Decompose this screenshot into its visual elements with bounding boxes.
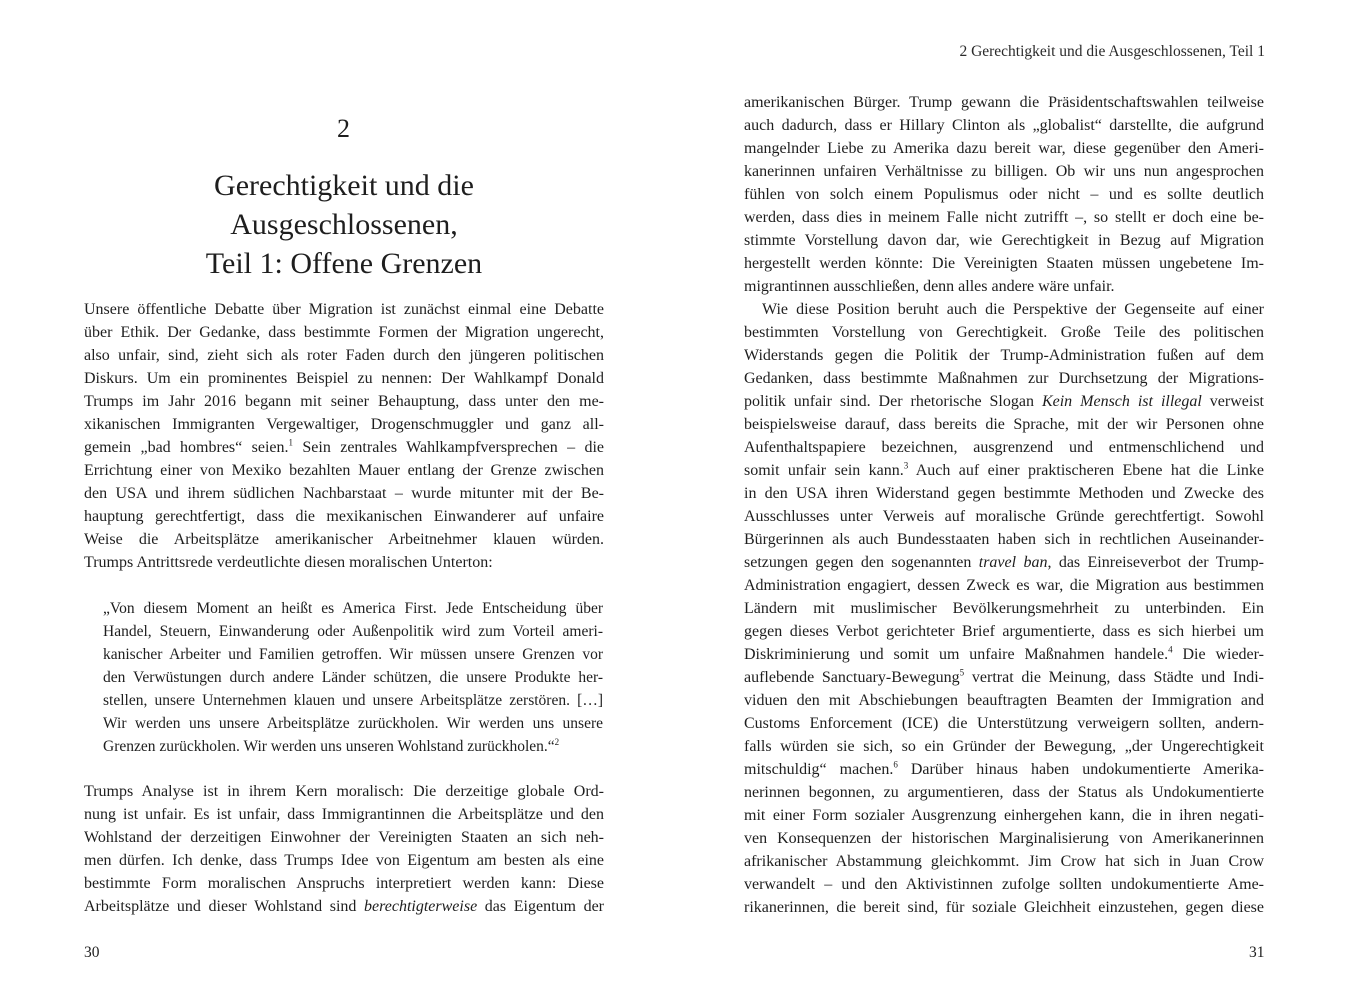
text-line: ven Konsequenzen der historischen Marginalisierung von Amerikanerinnen: [744, 830, 1264, 847]
text-line: Weise die Arbeitsplätze amerikanischer Arbeitnehmer klauen würden.: [84, 531, 604, 548]
text-line: Wohlstand der derzeitigen Einwohner der Vereinigten Staaten an sich neh-: [84, 829, 604, 846]
text-line: Bürgerinnen als auch Bundesstaaten haben sich in rechtlichen Auseinander-: [744, 531, 1264, 548]
text-line: über Ethik. Der Gedanke, dass bestimmte Formen der Migration ungerecht,: [84, 324, 604, 341]
text-line: Gedanken, dass bestimmte Maßnahmen zur Durchsetzung der Migrations-: [744, 370, 1264, 387]
text-fragment: Die wieder-: [1172, 646, 1264, 663]
quote-line: den Verwüstungen durch andere Länder schützen, die unsere Produkte her-: [103, 669, 603, 686]
text-line: verwandelt – und den Aktivistinnen zufolge sollten undokumentierte Ame-: [744, 876, 1264, 893]
text-line: men dürfen. Ich denke, dass Trumps Idee von Eigentum am besten als eine: [84, 852, 604, 869]
text-line: auch dadurch, dass er Hillary Clinton als „globalist“ darstellte, die aufgrund: [744, 117, 1264, 134]
right-page: [675, 0, 1349, 1000]
text-line: [744, 459, 1264, 482]
chapter-number: 2: [337, 114, 351, 143]
text-line: werden, dass dies in meinem Falle nicht zutrifft –, so stellt er doch eine be-: [744, 209, 1264, 226]
text-line: afrikanischer Abstammung gleichkommt. Jim Crow hat sich in Juan Crow: [744, 853, 1264, 870]
text-fragment: verweist: [1201, 393, 1264, 410]
text-line: [744, 643, 1264, 666]
italic-emphasis: travel ban: [978, 554, 1048, 571]
footnote-ref[interactable]: 3: [903, 460, 909, 471]
text-line: [84, 895, 604, 918]
text-line: Trumps Antrittsrede verdeutlichte diesen moralischen Unterton:: [84, 554, 493, 571]
text-fragment: auflebende Sanctuary-Bewegung: [744, 669, 960, 686]
text-line: Aufenthaltspapiere bezeichnen, ausgrenzend und entmenschlichend und: [744, 439, 1264, 456]
text-line: Errichtung einer von Mexiko bezahlten Mauer entlang der Grenze zwischen: [84, 462, 604, 479]
text-line: [744, 390, 1264, 413]
text-line: mit einer Form sozialer Ausgrenzung einhergehen kann, die in ihren negati-: [744, 807, 1264, 824]
text-line: nung ist unfair. Es ist unfair, dass Immigrantinnen die Arbeitsplätze und den: [84, 806, 604, 823]
text-line: mangelnder Liebe zu Amerika dazu bereit war, diese gegenüber den Ameri-: [744, 140, 1264, 157]
text-line: [744, 758, 1264, 781]
italic-emphasis: Kein Mensch ist illegal: [1041, 393, 1202, 410]
text-fragment: Auch auf einer praktischeren Ebene hat die Linke: [908, 462, 1265, 479]
text-fragment: somit unfair sein kann.: [744, 462, 904, 479]
text-line: Ausschlusses unter Verweis auf moralische Gründe gerechtfertigt. Sowohl: [744, 508, 1264, 525]
text-line: falls würden sie sich, so ein Gründer der Bewegung, „der Ungerechtigkeit: [744, 738, 1264, 755]
footnote-ref[interactable]: 4: [1168, 644, 1173, 655]
quote-line: stellen, unsere Unternehmen klauen und unsere Arbeitsplätze zerstören. […]: [103, 692, 603, 709]
text-line: gegen dieses Verbot gerichteter Brief argumentierte, dass es sich hierbei um: [744, 623, 1264, 640]
text-line: Trumps Analyse ist in ihrem Kern moralisch: Die derzeitige globale Ord-: [84, 783, 604, 800]
text-line: Wie diese Position beruht auch die Perspektive der Gegenseite auf einer: [762, 301, 1264, 318]
footnote-ref[interactable]: 5: [959, 667, 965, 678]
chapter-title: [84, 166, 604, 283]
text-fragment: Sein zentrales Wahlkampfversprechen – die: [293, 439, 604, 456]
page-number: 30: [84, 944, 100, 961]
text-line: Administration engagiert, dessen Zweck es war, die Migration aus bestimmen: [744, 577, 1264, 594]
text-line: xikanischen Immigranten Vergewaltiger, Drogenschmuggler und ganz all-: [84, 416, 604, 433]
text-line: Widerstands gegen die Politik der Trump-Administration fußen auf dem: [744, 347, 1264, 364]
text-line: hauptung gerechtfertigt, dass die mexikanischen Einwanderer auf unfaire: [84, 508, 604, 525]
running-header: 2 Gerechtigkeit und die Ausgeschlossenen, Teil 1: [959, 43, 1265, 60]
text-line: [84, 436, 604, 459]
text-line: fühlen von solch einem Populismus oder nicht – und es sollte deutlich: [744, 186, 1264, 203]
text-line: amerikanischen Bürger. Trump gewann die Präsidentschaftswahlen teilweise: [744, 94, 1264, 111]
text-line: den USA und ihrem südlichen Nachbarstaat – wurde mitunter mit der Be-: [84, 485, 604, 502]
text-fragment: politik unfair sind. Der rhetorische Slogan: [744, 393, 1042, 410]
text-fragment: das Eigentum der: [477, 898, 605, 915]
footnote-ref[interactable]: 1: [288, 437, 294, 448]
text-line: rikanerinnen, die bereit sind, für soziale Gleichheit einzustehen, gegen diese: [744, 899, 1264, 916]
italic-emphasis: berechtigterweise: [364, 898, 478, 915]
page-number: 31: [1249, 944, 1265, 961]
text-fragment: , das Einreiseverbot der Trump-: [1047, 554, 1265, 571]
chapter-title-line: Gerechtigkeit und die: [214, 169, 474, 203]
block-quote: [103, 597, 603, 758]
footnote-ref[interactable]: 6: [893, 759, 898, 770]
text-line: Unsere öffentliche Debatte über Migration ist zunächst einmal eine Debatte: [84, 301, 604, 318]
chapter-title-line: Teil 1: Offene Grenzen: [205, 247, 483, 281]
footnote-ref[interactable]: 2: [554, 736, 560, 747]
text-line: kanerinnen unfairen Verhältnisse zu billigen. Ob wir uns nun angesprochen: [744, 163, 1264, 180]
chapter-title-line: Ausgeschlossenen,: [230, 208, 458, 242]
body-paragraph-1: [84, 298, 604, 574]
body-text: [744, 91, 1264, 919]
text-line: beispielsweise darauf, dass bereits die Sprache, mit der wir Personen ohne: [744, 416, 1264, 433]
text-line: in den USA ihren Widerstand gegen bestimmte Methoden und Zwecke des: [744, 485, 1264, 502]
text-line: Ländern mit muslimischer Bevölkerungsmehrheit zu unterbinden. Ein: [744, 600, 1264, 617]
quote-line: Handel, Steuern, Einwanderung oder Außenpolitik wird zum Vorteil ameri-: [103, 623, 603, 640]
quote-line: Wir werden uns unsere Arbeitsplätze zurückholen. Wir werden uns unsere: [103, 715, 603, 732]
text-fragment: Arbeitsplätze und dieser Wohlstand sind: [84, 898, 365, 915]
text-line: [744, 551, 1264, 574]
text-line: migrantinnen ausschließen, denn alles andere wäre unfair.: [744, 278, 1115, 295]
text-fragment: Diskriminierung und somit um unfaire Maßnahmen handele.: [744, 646, 1169, 663]
text-line: stimmte Vorstellung davon dar, wie Gerechtigkeit in Bezug auf Migration: [744, 232, 1264, 249]
text-line: bestimmten Vorstellung von Gerechtigkeit. Große Teile des politischen: [744, 324, 1264, 341]
text-line: also unfair, sind, zieht sich als roter Faden durch den jüngeren politischen: [84, 347, 604, 364]
text-line: bestimmte Form moralischen Anspruchs interpretiert werden kann: Diese: [84, 875, 604, 892]
quote-line: [103, 735, 603, 758]
body-paragraph-2: [84, 780, 604, 918]
text-fragment: gemein „bad hombres“ seien.: [84, 439, 289, 456]
text-fragment: mitschuldig“ machen.: [744, 761, 894, 778]
text-line: Trumps im Jahr 2016 begann mit seiner Behauptung, dass unter den me-: [84, 393, 604, 410]
text-line: [744, 666, 1264, 689]
text-fragment: setzungen gegen den sogenannten: [744, 554, 979, 571]
text-fragment: vertrat die Meinung, dass Städte und Indi-: [964, 669, 1265, 686]
text-line: viduen den mit Abschiebungen beauftragten Beamten der Immigration and: [744, 692, 1264, 709]
quote-line: kanischer Arbeiter und Familien getroffen. Wir müssen unsere Grenzen vor: [103, 646, 603, 663]
text-line: hergestellt werden könnte: Die Vereinigten Staaten müssen ungebetene Im-: [744, 255, 1264, 272]
quote-line: „Von diesem Moment an heißt es America First. Jede Entscheidung über: [103, 600, 603, 617]
text-line: Diskurs. Um ein prominentes Beispiel zu nennen: Der Wahlkampf Donald: [84, 370, 604, 387]
text-fragment: Grenzen zurückholen. Wir werden uns unseren Wohlstand zurückholen.“: [103, 738, 555, 755]
text-line: nerinnen begonnen, zu argumentieren, dass der Status als Undokumentierte: [744, 784, 1264, 801]
text-line: Customs Enforcement (ICE) die Unterstützung verweigern sollten, andern-: [744, 715, 1264, 732]
text-fragment: Darüber hinaus haben undokumentierte Amerika-: [897, 761, 1264, 778]
